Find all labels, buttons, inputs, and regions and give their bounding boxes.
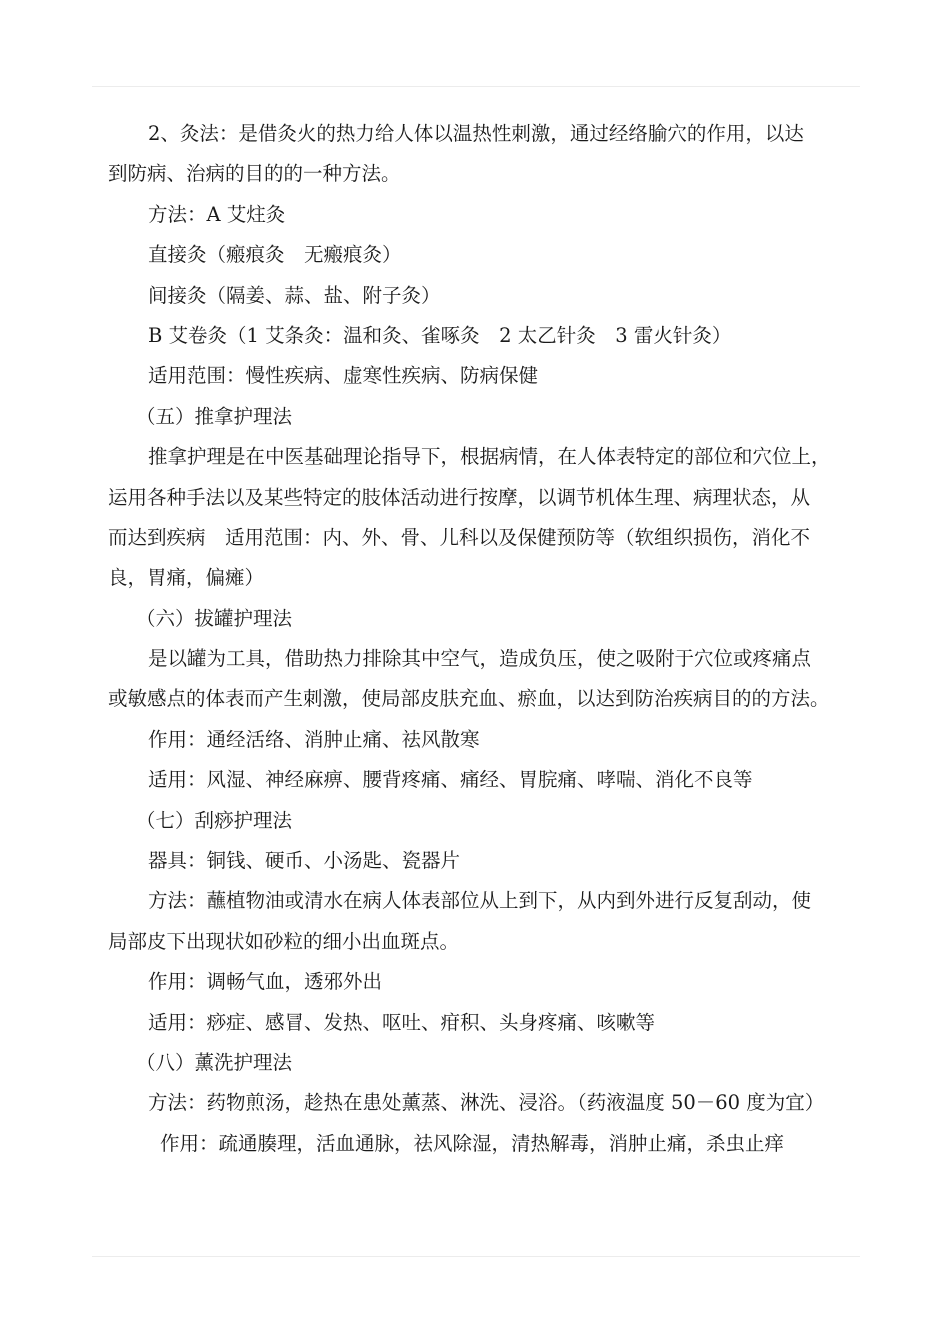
section-heading: （六）拔罐护理法: [136, 606, 293, 630]
footer-rule: [92, 1256, 860, 1257]
paragraph-line: 推拿护理是在中医基础理论指导下，根据病情，在人体表特定的部位和穴位上，: [148, 445, 831, 469]
paragraph-line: 或敏感点的体表而产生刺激，使局部皮肤充血、瘀血，以达到防治疾病目的的方法。: [108, 687, 830, 711]
paragraph-line: 方法：药物煎汤，趁热在患处薰蒸、淋洗、浸浴。（药液温度 50－60 度为宜）: [148, 1091, 825, 1115]
paragraph-line: 作用：调畅气血，透邪外出: [148, 970, 383, 994]
section-heading: （八）薰洗护理法: [136, 1050, 293, 1074]
section-heading: （七）刮痧护理法: [136, 808, 293, 832]
paragraph-line: 是以罐为工具，借助热力排除其中空气，造成负压，使之吸附于穴位或疼痛点: [148, 647, 812, 671]
paragraph-line: 运用各种手法以及某些特定的肢体活动进行按摩，以调节机体生理、病理状态，从: [108, 485, 811, 509]
paragraph-line: 而达到疾病 适用范围：内、外、骨、儿科以及保健预防等（软组织损伤，消化不: [108, 525, 811, 549]
paragraph-line: 2、灸法：是借灸火的热力给人体以温热性刺激，通过经络腧穴的作用，以达: [148, 122, 804, 145]
paragraph-line: 到防病、治病的目的的一种方法。: [108, 162, 401, 186]
paragraph-line: 间接灸（隔姜、蒜、盐、附子灸）: [148, 283, 441, 307]
section-heading: （五）推拿护理法: [136, 404, 293, 428]
document-body: [108, 114, 883, 1164]
paragraph-line: 作用：疏通腠理，活血通脉，祛风除湿，清热解毒，消肿止痛，杀虫止痒: [160, 1131, 785, 1155]
paragraph-line: 直接灸（瘢痕灸 无瘢痕灸）: [148, 243, 402, 267]
paragraph-line: 方法：蘸植物油或清水在病人体表部位从上到下，从内到外进行反复刮动，使: [148, 889, 812, 913]
paragraph-line: 器具：铜钱、硬币、小汤匙、瓷器片: [148, 849, 461, 873]
paragraph-line: 适用：痧症、感冒、发热、呕吐、疳积、头身疼痛、咳嗽等: [148, 1010, 656, 1034]
paragraph-line: B 艾卷灸（1 艾条灸：温和灸、雀啄灸 2 太乙针灸 3 雷火针灸）: [148, 323, 732, 347]
paragraph-line: 良，胃痛，偏瘫）: [108, 566, 265, 590]
paragraph-line: 适用：风湿、神经麻痹、腰背疼痛、痛经、胃脘痛、哮喘、消化不良等: [148, 768, 753, 792]
paragraph-line: 适用范围：慢性疾病、虚寒性疾病、防病保健: [148, 364, 539, 388]
header-rule: [92, 86, 860, 87]
paragraph-line: 方法：A 艾炷灸: [148, 202, 286, 226]
paragraph-line: 局部皮下出现状如砂粒的细小出血斑点。: [108, 929, 460, 953]
paragraph-line: 作用：通经活络、消肿止痛、祛风散寒: [148, 727, 480, 751]
